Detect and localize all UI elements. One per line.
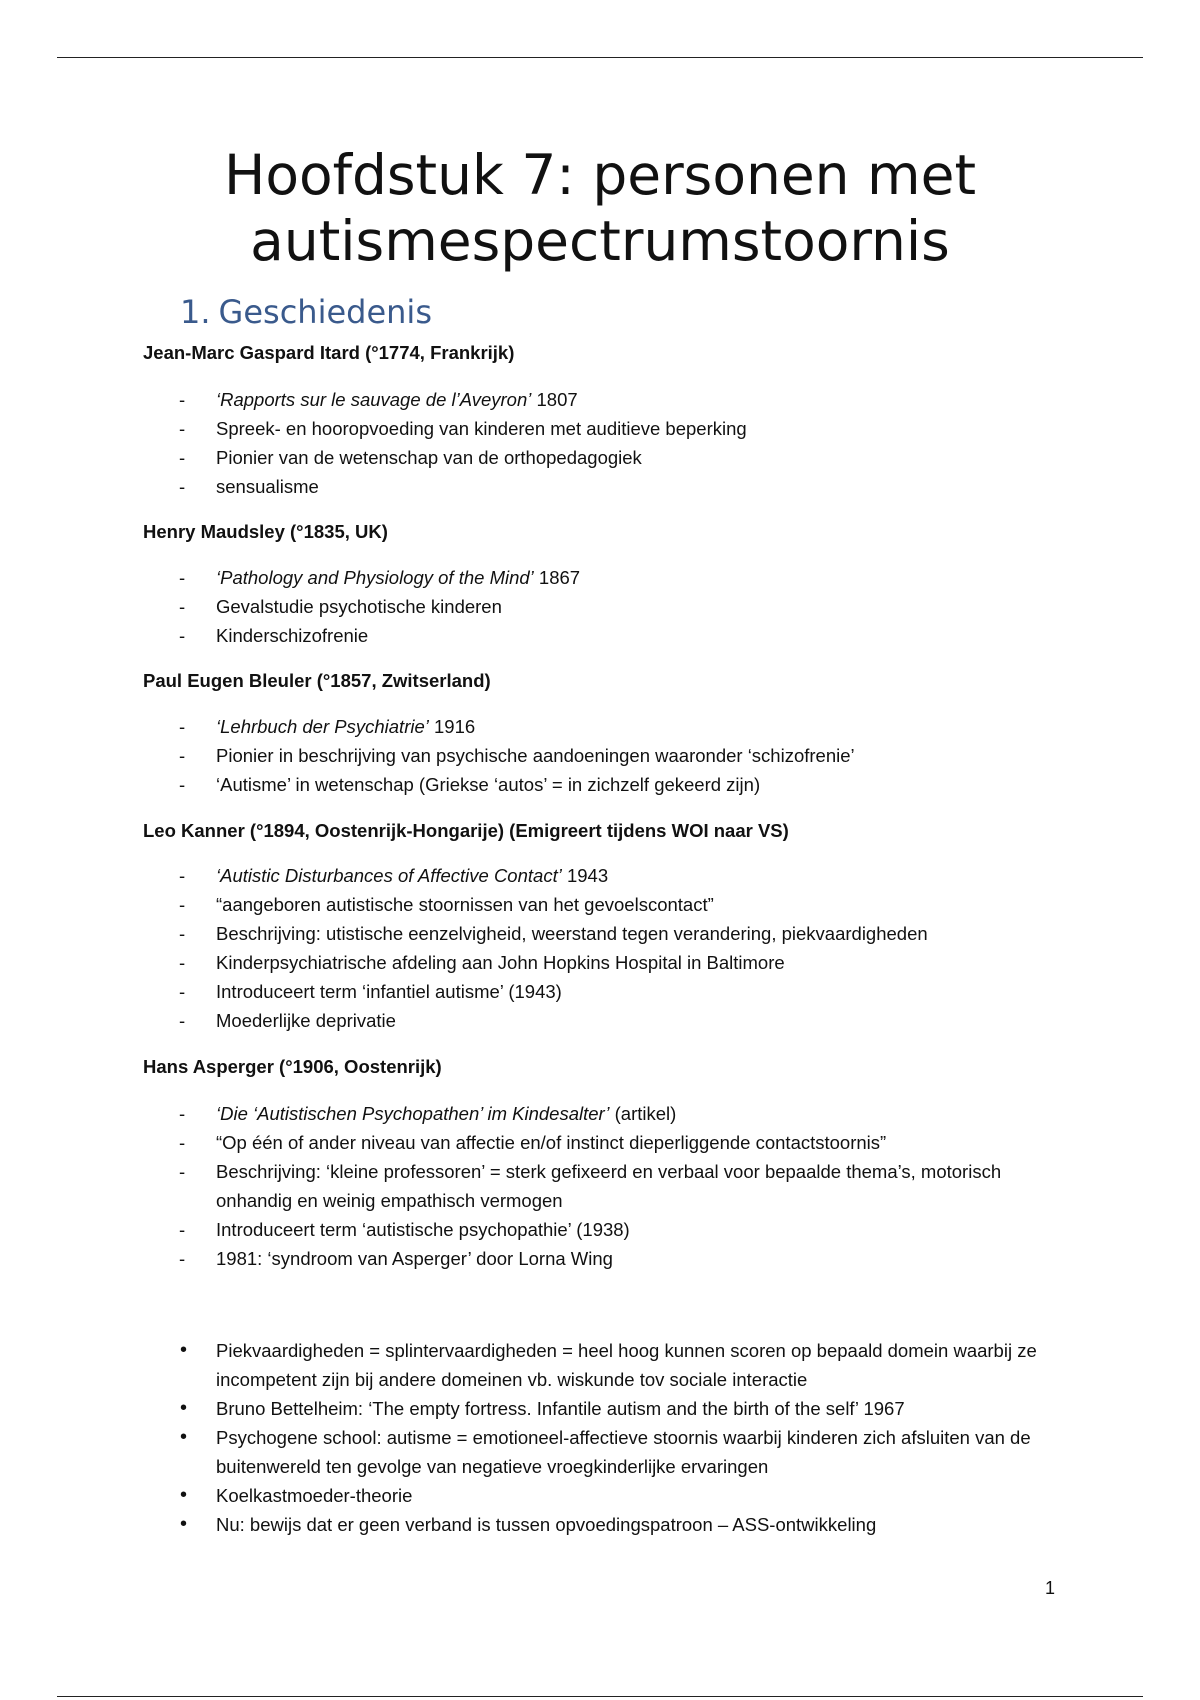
list-item-text: Pionier in beschrijving van psychische aandoeningen waaronder ‘schizofrenie’: [216, 745, 855, 766]
list-item: [143, 919, 1043, 948]
page-title: [0, 142, 1200, 274]
person-heading: Leo Kanner (°1894, Oostenrijk-Hongarije) (Emigreert tijdens WOI naar VS): [143, 820, 789, 841]
person-heading: Paul Eugen Bleuler (°1857, Zwitserland): [143, 670, 491, 691]
list-item-text: 1916: [428, 716, 476, 737]
person-list: [143, 712, 1043, 799]
list-item-text: Beschrijving: ‘kleine professoren’ = sterk gefixeerd en verbaal voor bepaalde thema’s, motorisch onhandig en weinig empathisch vermogen: [216, 1161, 1002, 1211]
list-item-text: Kinderpsychiatrische afdeling aan John Hopkins Hospital in Baltimore: [216, 952, 785, 973]
bullet-item: • Bruno Bettelheim: ‘The empty fortress. Infantile autism and the birth of the self’ 1967: [143, 1394, 1043, 1423]
list-item: [143, 1006, 1043, 1035]
list-item-text: ‘Autisme’ in wetenschap (Griekse ‘autos’ = in zichzelf gekeerd zijn): [216, 774, 761, 795]
page-title-line-1: Hoofdstuk 7: personen met: [223, 143, 977, 207]
page-number: 1: [1045, 1578, 1056, 1598]
list-item: [143, 948, 1043, 977]
person-heading: Henry Maudsley (°1835, UK): [143, 521, 388, 542]
list-item-text: 1867: [533, 567, 581, 588]
list-item: [143, 414, 1043, 443]
list-item: [143, 977, 1043, 1006]
section-number: 1.: [180, 293, 211, 331]
bullet-item: • Psychogene school: autisme = emotioneel-affectieve stoornis waarbij kinderen zich afsluiten van de buitenwereld ten gevolge van negatieve vroegkinderlijke ervaringen: [143, 1423, 1043, 1481]
list-item: [143, 890, 1043, 919]
bullet-item: • Koelkastmoeder-theorie: [143, 1481, 1043, 1510]
list-item: [143, 1157, 1043, 1215]
footer-rule: [57, 1696, 1143, 1697]
person-heading: Jean-Marc Gaspard Itard (°1774, Frankrijk): [143, 342, 515, 363]
page-title-line-2: autismespectrumstoornis: [250, 209, 950, 273]
bullet-item: • Nu: bewijs dat er geen verband is tussen opvoedingspatroon – ASS-ontwikkeling: [143, 1510, 1043, 1539]
work-title: ‘Rapports sur le sauvage de l’Aveyron’: [216, 389, 532, 410]
list-item-text: Spreek- en hooropvoeding van kinderen met auditieve beperking: [216, 418, 747, 439]
work-title: ‘Autistic Disturbances of Affective Contact’: [216, 865, 562, 886]
list-item-text: Beschrijving: utistische eenzelvigheid, weerstand tegen verandering, piekvaardigheden: [216, 923, 928, 944]
list-item: [143, 592, 1043, 621]
list-item: [143, 1244, 1043, 1273]
list-item: [143, 1099, 1043, 1128]
list-item: [143, 563, 1043, 592]
list-item-text: “aangeboren autistische stoornissen van het gevoelscontact”: [216, 894, 714, 915]
list-item: [143, 472, 1043, 501]
list-item-text: Introduceert term ‘infantiel autisme’ (1943): [216, 981, 562, 1002]
list-item: [143, 1215, 1043, 1244]
list-item-text: Gevalstudie psychotische kinderen: [216, 596, 502, 617]
section-heading: [180, 292, 432, 332]
list-item-text: 1807: [531, 389, 578, 410]
list-item-text: “Op één of ander niveau van affectie en/of instinct dieperliggende contactstoornis”: [216, 1132, 887, 1153]
list-item: [143, 741, 1043, 770]
list-item: [143, 385, 1043, 414]
summary-bullet-list: [143, 1336, 1043, 1539]
list-item: [143, 443, 1043, 472]
header-rule: [57, 57, 1143, 58]
person-list: [143, 861, 1043, 1035]
person-list: [143, 385, 1043, 501]
person-list: [143, 1099, 1043, 1273]
bullet-item: • Piekvaardigheden = splintervaardigheden = heel hoog kunnen scoren op bepaald domein waarbij ze incompetent zijn bij andere domeinen vb. wiskunde tov sociale interactie: [143, 1336, 1043, 1394]
list-item: [143, 861, 1043, 890]
list-item-text: Pionier van de wetenschap van de orthopedagogiek: [216, 447, 642, 468]
section-label: Geschiedenis: [218, 293, 432, 331]
work-title: ‘Die ‘Autistischen Psychopathen’ im Kindesalter’: [216, 1103, 610, 1124]
list-item: [143, 712, 1043, 741]
person-list: [143, 563, 1043, 650]
work-title: ‘Lehrbuch der Psychiatrie’: [216, 716, 429, 737]
list-item: [143, 1128, 1043, 1157]
list-item-text: Kinderschizofrenie: [216, 625, 369, 646]
list-item: [143, 621, 1043, 650]
list-item-text: 1981: ‘syndroom van Asperger’ door Lorna Wing: [216, 1248, 613, 1269]
list-item-text: (artikel): [609, 1103, 677, 1124]
person-heading: Hans Asperger (°1906, Oostenrijk): [143, 1056, 442, 1077]
list-item-text: Moederlijke deprivatie: [216, 1010, 396, 1031]
list-item-text: Introduceert term ‘autistische psychopathie’ (1938): [216, 1219, 630, 1240]
list-item-text: 1943: [561, 865, 609, 886]
list-item: [143, 770, 1043, 799]
work-title: ‘Pathology and Physiology of the Mind’: [216, 567, 534, 588]
list-item-text: sensualisme: [216, 476, 319, 497]
